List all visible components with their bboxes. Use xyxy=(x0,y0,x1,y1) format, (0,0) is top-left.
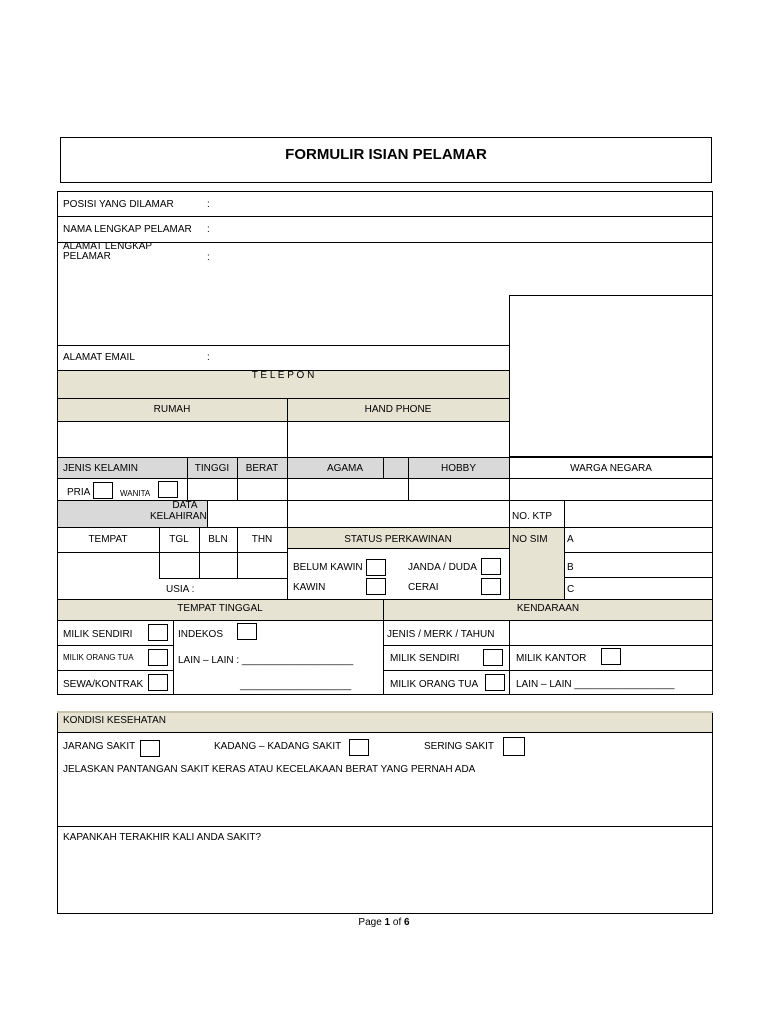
tt-milik-orang-tua-checkbox[interactable] xyxy=(148,649,168,666)
alamat-label-2: PELAMAR xyxy=(63,251,111,262)
belum-kawin-checkbox[interactable] xyxy=(366,559,386,576)
kd-milik-sendiri-label: MILIK SENDIRI xyxy=(390,653,460,664)
nama-input[interactable] xyxy=(215,218,711,240)
page-prefix: Page xyxy=(358,917,385,928)
tempat-label: TEMPAT xyxy=(88,534,128,545)
no-ktp-input[interactable] xyxy=(566,502,711,525)
warga-negara-label: WARGA NEGARA xyxy=(570,463,652,474)
data-kelahiran-label-2: KELAHIRAN xyxy=(150,511,207,522)
sim-c-input[interactable] xyxy=(578,579,711,598)
cerai-label: CERAI xyxy=(408,582,439,593)
kadang-sakit-checkbox[interactable] xyxy=(349,739,369,756)
hand-phone-input[interactable] xyxy=(289,423,507,455)
sim-a-label: A xyxy=(567,534,574,545)
tt-milik-sendiri-checkbox[interactable] xyxy=(148,624,168,641)
terakhir-sakit-input[interactable] xyxy=(60,846,710,912)
janda-duda-checkbox[interactable] xyxy=(481,558,501,575)
nama-colon: : xyxy=(207,224,210,235)
warga-negara-input[interactable] xyxy=(511,480,711,498)
hobby-input[interactable] xyxy=(410,480,507,498)
kd-lain-lain-label: LAIN – LAIN __________________ xyxy=(516,679,675,690)
tt-lain-lain-line[interactable]: ____________________ xyxy=(240,680,352,691)
usia-label: USIA : xyxy=(166,584,195,595)
kawin-checkbox[interactable] xyxy=(366,578,386,595)
kawin-label: KAWIN xyxy=(293,582,326,593)
thn-label: THN xyxy=(251,534,273,545)
email-colon: : xyxy=(207,352,210,363)
page-of: of xyxy=(390,917,405,928)
berat-label: BERAT xyxy=(245,463,279,474)
posisi-label: POSISI YANG DILAMAR xyxy=(63,199,174,210)
tempat-input[interactable] xyxy=(59,554,157,597)
rumah-input[interactable] xyxy=(59,423,285,455)
kendaraan-header: KENDARAAN xyxy=(516,603,580,614)
posisi-colon: : xyxy=(207,199,210,210)
tt-lain-lain-label: LAIN – LAIN : ____________________ xyxy=(178,655,354,666)
pantangan-label: JELASKAN PANTANGAN SAKIT KERAS ATAU KECELAKAAN BERAT YANG PERNAH ADA xyxy=(63,764,476,775)
jenis-merk-tahun-input[interactable] xyxy=(511,622,711,643)
janda-duda-label: JANDA / DUDA xyxy=(408,562,477,573)
no-ktp-label: NO. KTP xyxy=(512,511,553,522)
kd-milik-orang-tua-label: MILIK ORANG TUA xyxy=(390,679,479,690)
kadang-sakit-label: KADANG – KADANG SAKIT xyxy=(214,741,342,752)
form-title: FORMULIR ISIAN PELAMAR xyxy=(285,146,487,163)
sering-sakit-label: SERING SAKIT xyxy=(424,741,495,752)
sim-b-input[interactable] xyxy=(578,554,711,575)
kesehatan-header: KONDISI KESEHATAN xyxy=(63,715,166,726)
data-kelahiran-label-1: DATA xyxy=(172,500,198,511)
thn-input[interactable] xyxy=(239,554,285,576)
sim-a-input[interactable] xyxy=(578,529,711,550)
indekos-label: INDEKOS xyxy=(178,629,224,640)
jenis-merk-tahun-label: JENIS / MERK / TAHUN xyxy=(387,629,495,640)
alamat-label-1: ALAMAT LENGKAP xyxy=(63,241,153,252)
wanita-checkbox[interactable] xyxy=(158,481,178,498)
pantangan-input[interactable] xyxy=(60,778,710,824)
tt-milik-orang-tua-label: MILIK ORANG TUA xyxy=(63,653,134,662)
kd-milik-sendiri-checkbox[interactable] xyxy=(483,649,503,666)
alamat-colon: : xyxy=(207,252,210,263)
berat-input[interactable] xyxy=(239,480,285,498)
email-input[interactable] xyxy=(215,347,505,368)
tgl-label: TGL xyxy=(169,534,189,545)
page-indicator xyxy=(284,917,484,929)
wanita-label: WANITA xyxy=(120,489,151,498)
milik-kantor-label: MILIK KANTOR xyxy=(516,653,587,664)
bln-input[interactable] xyxy=(201,554,235,576)
sim-b-label: B xyxy=(567,562,574,573)
tinggi-label: TINGGI xyxy=(194,463,230,474)
sewa-kontrak-label: SEWA/KONTRAK xyxy=(63,679,144,690)
jarang-sakit-label: JARANG SAKIT xyxy=(63,741,136,752)
tempat-tinggal-header: TEMPAT TINGGAL xyxy=(177,603,263,614)
photo-box[interactable] xyxy=(509,295,713,457)
no-sim-label: NO SIM xyxy=(512,534,548,545)
sewa-kontrak-checkbox[interactable] xyxy=(148,674,168,691)
rumah-label: RUMAH xyxy=(153,404,191,415)
cerai-checkbox[interactable] xyxy=(481,578,501,595)
posisi-input[interactable] xyxy=(215,193,711,215)
milik-kantor-checkbox[interactable] xyxy=(601,648,621,665)
jarang-sakit-checkbox[interactable] xyxy=(140,740,160,757)
tinggi-input[interactable] xyxy=(189,480,235,498)
alamat-input[interactable] xyxy=(215,244,505,342)
bln-label: BLN xyxy=(208,534,228,545)
tgl-input[interactable] xyxy=(161,554,197,576)
page-total: 6 xyxy=(404,917,410,928)
status-perkawinan-header: STATUS PERKAWINAN xyxy=(344,534,452,545)
jenis-kelamin-label: JENIS KELAMIN xyxy=(63,463,139,474)
kd-milik-orang-tua-checkbox[interactable] xyxy=(485,674,505,691)
agama-input[interactable] xyxy=(289,480,406,498)
page-current: 1 xyxy=(384,917,391,928)
pria-checkbox[interactable] xyxy=(93,482,113,499)
belum-kawin-label: BELUM KAWIN xyxy=(293,562,363,573)
indekos-checkbox[interactable] xyxy=(237,623,257,640)
email-label: ALAMAT EMAIL xyxy=(63,352,135,363)
usia-input[interactable] xyxy=(205,580,285,598)
nama-label: NAMA LENGKAP PELAMAR xyxy=(63,224,192,235)
tt-milik-sendiri-label: MILIK SENDIRI xyxy=(63,629,133,640)
sim-c-label: C xyxy=(567,584,575,595)
hand-phone-label: HAND PHONE xyxy=(364,404,432,415)
pria-label: PRIA xyxy=(67,487,91,498)
sering-sakit-checkbox[interactable] xyxy=(503,737,525,756)
hobby-label: HOBBY xyxy=(440,463,476,474)
agama-label: AGAMA xyxy=(326,463,364,474)
terakhir-sakit-label: KAPANKAH TERAKHIR KALI ANDA SAKIT? xyxy=(63,832,262,843)
telepon-header: T E L E P O N xyxy=(251,370,315,381)
